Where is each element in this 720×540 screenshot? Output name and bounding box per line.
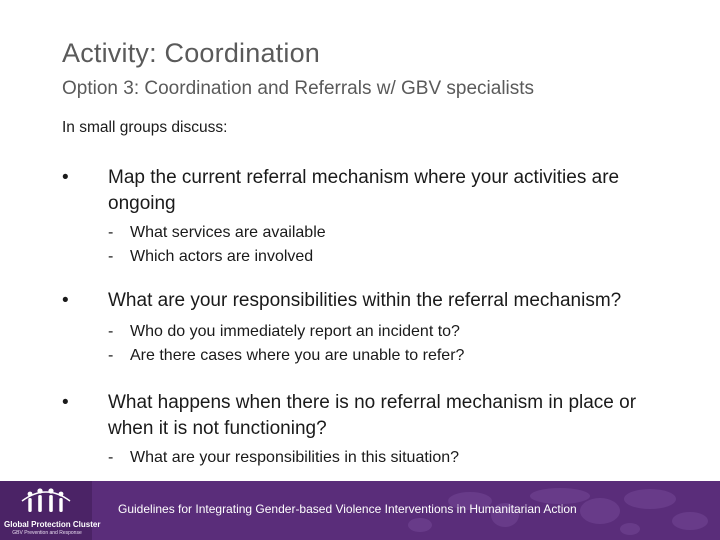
- subitem-dash: -: [108, 347, 114, 364]
- global-protection-cluster-logo: [0, 481, 101, 540]
- footer-bar: [0, 481, 720, 540]
- bullet-dot: •: [62, 167, 69, 188]
- bullet-3-line-1: What happens when there is no referral mechanism in place or: [108, 392, 637, 413]
- bullet-dot: •: [62, 290, 69, 311]
- footer-guidelines-text: Guidelines for Integrating Gender-based Violence Interventions in Humanitarian Action: [118, 502, 577, 516]
- subitem-text: Are there cases where you are unable to refer?: [130, 347, 465, 364]
- slide-title: Activity: Coordination: [62, 38, 321, 68]
- subitem-text: What services are available: [130, 224, 326, 241]
- logo-subtitle: GBV Prevention and Response: [12, 530, 82, 536]
- bullet-1-line-2: ongoing: [108, 193, 176, 214]
- subitem-dash: -: [108, 248, 114, 265]
- subitem-dash: -: [108, 323, 114, 340]
- slide-subtitle: Option 3: Coordination and Referrals w/ GBV specialists: [62, 78, 535, 99]
- bullet-1-line-1: Map the current referral mechanism where your activities are: [108, 167, 620, 188]
- subitem-dash: -: [108, 224, 114, 241]
- subitem-dash: -: [108, 449, 114, 466]
- people-icon: [0, 481, 92, 521]
- bullet-dot: •: [62, 392, 69, 413]
- subitem-text: What are your responsibilities in this situation?: [130, 449, 460, 466]
- bullet-2-line-1: What are your responsibilities within the referral mechanism?: [108, 290, 622, 311]
- subitem-text: Which actors are involved: [130, 248, 314, 265]
- logo-title: Global Protection Cluster: [4, 520, 101, 529]
- subitem-text: Who do you immediately report an incident to?: [130, 323, 460, 340]
- intro-text: In small groups discuss:: [62, 119, 228, 136]
- bullet-3-line-2: when it is not functioning?: [108, 418, 327, 439]
